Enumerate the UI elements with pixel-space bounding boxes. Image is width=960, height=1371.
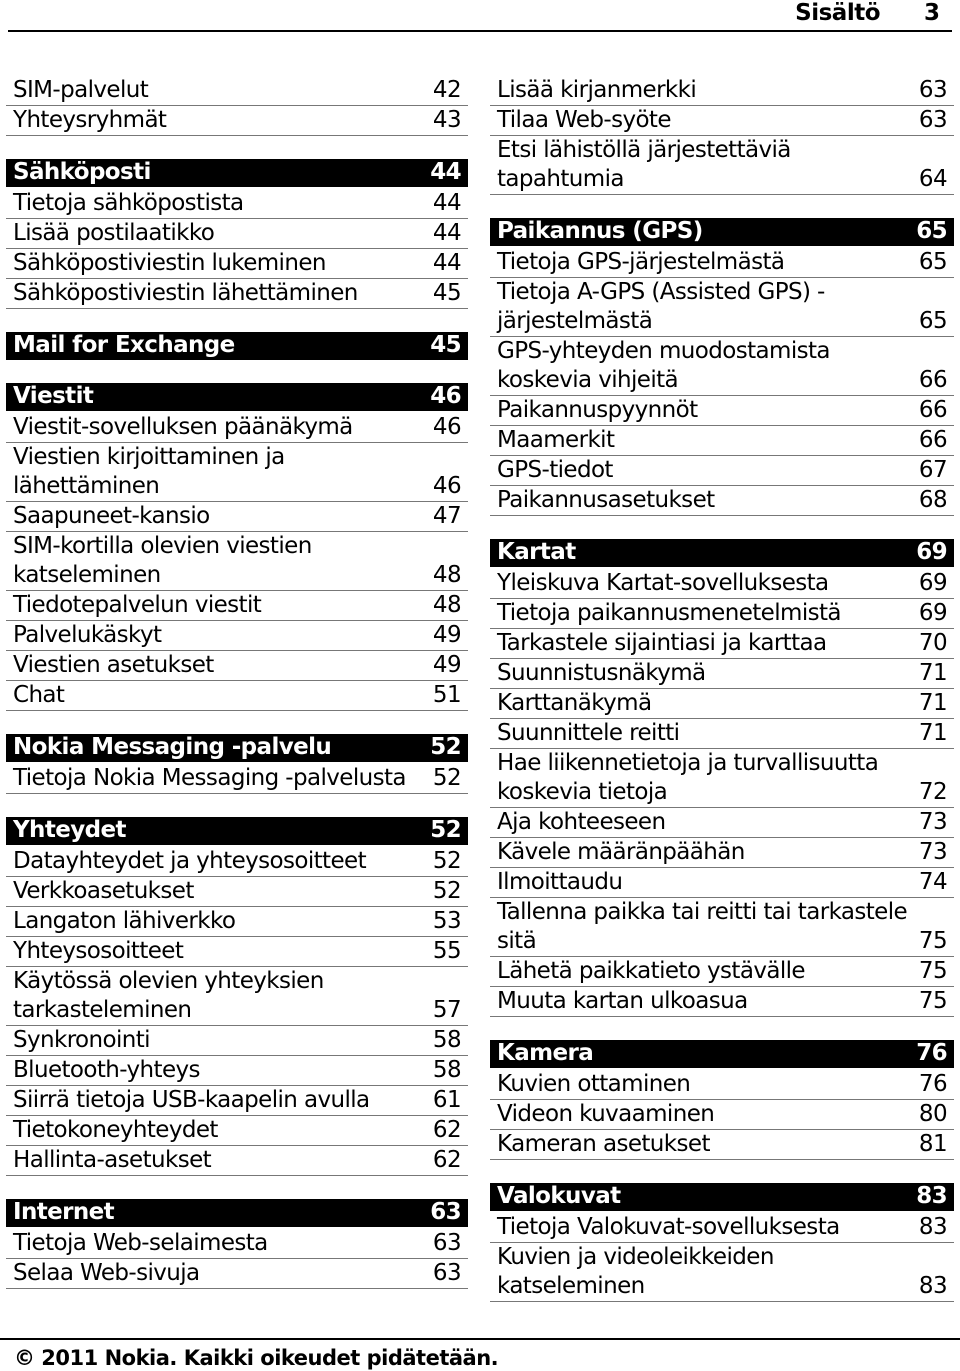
toc-entry[interactable] xyxy=(6,1229,468,1259)
toc-entry[interactable] xyxy=(6,907,468,937)
toc-entry[interactable] xyxy=(490,396,954,426)
toc-entry[interactable] xyxy=(490,136,954,195)
entry-page: 46 xyxy=(432,473,461,499)
entry-page: 48 xyxy=(432,592,461,618)
toc-entry[interactable] xyxy=(6,651,468,681)
entry-page: 74 xyxy=(918,869,947,895)
toc-entry[interactable] xyxy=(6,1086,468,1116)
entry-page: 49 xyxy=(432,652,461,678)
entry-page: 45 xyxy=(432,280,461,306)
section-heading-page: 63 xyxy=(430,1199,461,1225)
toc-entry[interactable] xyxy=(490,599,954,629)
toc-section xyxy=(490,539,954,1017)
entry-title: Hallinta-asetukset xyxy=(13,1147,212,1173)
page-header xyxy=(8,0,952,32)
entry-title: Viestien kirjoittaminen ja lähettäminen xyxy=(13,444,285,499)
entry-title: Tiedotepalvelun viestit xyxy=(13,592,262,618)
toc-entry[interactable] xyxy=(490,569,954,599)
toc-section-heading[interactable] xyxy=(6,383,468,411)
toc-entry[interactable] xyxy=(490,957,954,987)
entry-page: 58 xyxy=(432,1057,461,1083)
toc-section-heading[interactable] xyxy=(6,734,468,762)
toc-entry[interactable] xyxy=(6,106,468,136)
toc-section-heading[interactable] xyxy=(6,332,468,360)
section-heading-title: Sähköposti xyxy=(13,159,151,185)
entry-page: 65 xyxy=(918,249,947,275)
section-heading-title: Yhteydet xyxy=(13,817,126,843)
toc-section xyxy=(6,76,468,136)
entry-page: 68 xyxy=(918,487,947,513)
entry-title: Tietokoneyhteydet xyxy=(13,1117,218,1143)
entry-page: 71 xyxy=(918,660,947,686)
entry-page: 44 xyxy=(432,190,461,216)
entry-page: 52 xyxy=(432,848,461,874)
toc-entry[interactable] xyxy=(6,1116,468,1146)
entry-title: Langaton lähiverkko xyxy=(13,908,236,934)
toc-entry[interactable] xyxy=(490,808,954,838)
section-heading-title: Internet xyxy=(13,1199,115,1225)
entry-title: Aja kohteeseen xyxy=(497,809,666,835)
toc-entry[interactable] xyxy=(490,719,954,749)
toc-entry[interactable] xyxy=(490,749,954,808)
toc-entry[interactable] xyxy=(490,868,954,898)
page-number: 3 xyxy=(923,0,940,26)
toc-section xyxy=(490,218,954,516)
entry-page: 76 xyxy=(918,1071,947,1097)
toc-section xyxy=(490,1040,954,1160)
entry-title: Yleiskuva Kartat-sovelluksesta xyxy=(497,570,829,596)
toc-entry[interactable] xyxy=(490,1130,954,1160)
entry-page: 64 xyxy=(918,166,947,192)
entry-title: Tietoja paikannusmenetelmistä xyxy=(497,600,841,626)
toc-entry[interactable] xyxy=(6,219,468,249)
entry-title: Sähköpostiviestin lähettäminen xyxy=(13,280,358,306)
entry-title: Karttanäkymä xyxy=(497,690,652,716)
toc-entry[interactable] xyxy=(490,987,954,1017)
toc-section-heading[interactable] xyxy=(490,1040,954,1068)
toc-entry[interactable] xyxy=(6,413,468,443)
toc-section xyxy=(6,1199,468,1289)
entry-title: Videon kuvaaminen xyxy=(497,1101,715,1127)
entry-title: Tietoja Nokia Messaging -palvelusta xyxy=(13,765,406,791)
toc-entry[interactable] xyxy=(6,681,468,711)
toc-entry[interactable] xyxy=(6,847,468,877)
toc-section xyxy=(490,1183,954,1302)
toc-section-heading[interactable] xyxy=(490,539,954,567)
toc-entry[interactable] xyxy=(490,76,954,106)
toc-column-left xyxy=(6,76,468,1312)
entry-page: 63 xyxy=(432,1230,461,1256)
entry-page: 52 xyxy=(432,878,461,904)
toc-section-heading[interactable] xyxy=(490,1183,954,1211)
entry-page: 52 xyxy=(432,765,461,791)
entry-page: 80 xyxy=(918,1101,947,1127)
toc-entry[interactable] xyxy=(6,621,468,651)
toc-section xyxy=(6,332,468,360)
entry-title: Käytössä olevien yhteyksien tarkasteleminen xyxy=(13,968,324,1023)
entry-page: 65 xyxy=(918,308,947,334)
toc-entry[interactable] xyxy=(490,1100,954,1130)
entry-page: 67 xyxy=(918,457,947,483)
entry-title: Lisää postilaatikko xyxy=(13,220,215,246)
entry-page: 44 xyxy=(432,220,461,246)
entry-title: Kuvien ottaminen xyxy=(497,1071,691,1097)
entry-title: Tietoja Web-selaimesta xyxy=(13,1230,268,1256)
entry-title: Tietoja GPS-järjestelmästä xyxy=(497,249,785,275)
entry-page: 63 xyxy=(918,107,947,133)
entry-page: 48 xyxy=(432,562,461,588)
entry-page: 83 xyxy=(918,1214,947,1240)
toc-section xyxy=(6,817,468,1176)
entry-page: 70 xyxy=(918,630,947,656)
toc-entry[interactable] xyxy=(490,426,954,456)
section-heading-page: 44 xyxy=(430,159,461,185)
toc-entry[interactable] xyxy=(490,659,954,689)
entry-page: 73 xyxy=(918,809,947,835)
toc-entry[interactable] xyxy=(490,106,954,136)
toc-entry[interactable] xyxy=(490,898,954,957)
entry-title: Ilmoittaudu xyxy=(497,869,623,895)
entry-title: Viestit-sovelluksen päänäkymä xyxy=(13,414,353,440)
section-heading-title: Mail for Exchange xyxy=(13,332,235,358)
toc-entry[interactable] xyxy=(6,877,468,907)
entry-page: 63 xyxy=(432,1260,461,1286)
entry-title: Siirrä tietoja USB-kaapelin avulla xyxy=(13,1087,370,1113)
entry-title: Suunnistusnäkymä xyxy=(497,660,706,686)
entry-title: GPS-yhteyden muodostamista koskevia vihjeitä xyxy=(497,338,830,393)
entry-page: 75 xyxy=(918,988,947,1014)
entry-title: Tietoja A-GPS (Assisted GPS) -järjestelmästä xyxy=(497,279,825,334)
toc-column-right xyxy=(490,76,954,1325)
entry-title: Paikannuspyynnöt xyxy=(497,397,698,423)
entry-title: Sähköpostiviestin lukeminen xyxy=(13,250,326,276)
toc-entry[interactable] xyxy=(490,456,954,486)
entry-page: 72 xyxy=(918,779,947,805)
entry-page: 66 xyxy=(918,427,947,453)
entry-page: 62 xyxy=(432,1117,461,1143)
section-heading-page: 83 xyxy=(916,1183,947,1209)
entry-page: 61 xyxy=(432,1087,461,1113)
entry-title: Etsi lähistöllä järjestettäviä tapahtumia xyxy=(497,137,791,192)
entry-title: Lisää kirjanmerkki xyxy=(497,77,697,103)
entry-title: SIM-kortilla olevien viestien katseleminen xyxy=(13,533,312,588)
entry-title: Tarkastele sijaintiasi ja karttaa xyxy=(497,630,827,656)
toc-section xyxy=(490,76,954,195)
toc-section xyxy=(6,734,468,794)
entry-page: 44 xyxy=(432,250,461,276)
entry-page: 71 xyxy=(918,720,947,746)
entry-title: Tietoja sähköpostista xyxy=(13,190,244,216)
toc-section-heading[interactable] xyxy=(6,817,468,845)
entry-page: 83 xyxy=(918,1273,947,1299)
section-heading-title: Kartat xyxy=(497,539,576,565)
entry-page: 47 xyxy=(432,503,461,529)
toc-entry[interactable] xyxy=(490,838,954,868)
entry-title: Selaa Web-sivuja xyxy=(13,1260,200,1286)
toc-entry[interactable] xyxy=(490,1243,954,1302)
section-title: Sisältö xyxy=(795,0,880,26)
entry-page: 51 xyxy=(432,682,461,708)
toc-entry[interactable] xyxy=(490,337,954,396)
section-heading-title: Kamera xyxy=(497,1040,594,1066)
entry-title: Kävele määränpäähän xyxy=(497,839,745,865)
entry-page: 73 xyxy=(918,839,947,865)
section-heading-title: Paikannus (GPS) xyxy=(497,218,703,244)
entry-title: Tilaa Web-syöte xyxy=(497,107,671,133)
entry-page: 66 xyxy=(918,367,947,393)
entry-title: Tietoja Valokuvat-sovelluksesta xyxy=(497,1214,840,1240)
entry-title: GPS-tiedot xyxy=(497,457,613,483)
toc-entry[interactable] xyxy=(6,249,468,279)
entry-title: Datayhteydet ja yhteysosoitteet xyxy=(13,848,366,874)
section-heading-page: 52 xyxy=(430,734,461,760)
entry-title: Paikannusasetukset xyxy=(497,487,715,513)
toc-entry[interactable] xyxy=(6,502,468,532)
entry-title: Chat xyxy=(13,682,65,708)
entry-title: Kameran asetukset xyxy=(497,1131,710,1157)
section-heading-page: 65 xyxy=(916,218,947,244)
entry-title: Muuta kartan ulkoasua xyxy=(497,988,748,1014)
entry-page: 55 xyxy=(432,938,461,964)
section-heading-page: 46 xyxy=(430,383,461,409)
entry-page: 69 xyxy=(918,570,947,596)
toc-entry[interactable] xyxy=(6,1056,468,1086)
toc-entry[interactable] xyxy=(6,591,468,621)
entry-title: Maamerkit xyxy=(497,427,615,453)
section-heading-page: 69 xyxy=(916,539,947,565)
toc-entry[interactable] xyxy=(6,1146,468,1176)
entry-page: 43 xyxy=(432,107,461,133)
entry-title: Tallenna paikka tai reitti tai tarkastele sitä xyxy=(497,899,908,954)
entry-title: Hae liikennetietoja ja turvallisuutta koskevia tietoja xyxy=(497,750,879,805)
toc-section-heading[interactable] xyxy=(6,1199,468,1227)
toc-entry[interactable] xyxy=(6,532,468,591)
section-heading-page: 45 xyxy=(430,332,461,358)
entry-title: Bluetooth-yhteys xyxy=(13,1057,200,1083)
toc-entry[interactable] xyxy=(6,443,468,502)
toc-entry[interactable] xyxy=(6,279,468,309)
toc-entry[interactable] xyxy=(490,486,954,516)
entry-page: 69 xyxy=(918,600,947,626)
page-footer xyxy=(0,1338,960,1370)
entry-page: 75 xyxy=(918,958,947,984)
toc-entry[interactable] xyxy=(490,629,954,659)
entry-page: 42 xyxy=(432,77,461,103)
section-heading-page: 52 xyxy=(430,817,461,843)
toc-entry[interactable] xyxy=(6,1259,468,1289)
toc-section-heading[interactable] xyxy=(6,159,468,187)
entry-page: 46 xyxy=(432,414,461,440)
entry-title: Suunnittele reitti xyxy=(497,720,680,746)
entry-title: Saapuneet-kansio xyxy=(13,503,210,529)
toc-entry[interactable] xyxy=(6,967,468,1026)
entry-page: 57 xyxy=(432,997,461,1023)
entry-page: 62 xyxy=(432,1147,461,1173)
entry-title: Synkronointi xyxy=(13,1027,150,1053)
copyright-text: © 2011 Nokia. Kaikki oikeudet pidätetään. xyxy=(14,1346,499,1370)
toc-entry[interactable] xyxy=(490,248,954,278)
entry-page: 58 xyxy=(432,1027,461,1053)
toc-entry[interactable] xyxy=(6,76,468,106)
entry-page: 63 xyxy=(918,77,947,103)
entry-page: 53 xyxy=(432,908,461,934)
entry-title: Lähetä paikkatieto ystävälle xyxy=(497,958,805,984)
toc-entry[interactable] xyxy=(6,937,468,967)
entry-title: Yhteysryhmät xyxy=(13,107,167,133)
entry-page: 49 xyxy=(432,622,461,648)
entry-title: Palvelukäskyt xyxy=(13,622,162,648)
section-heading-title: Nokia Messaging -palvelu xyxy=(13,734,332,760)
section-heading-title: Viestit xyxy=(13,383,94,409)
toc-entry[interactable] xyxy=(490,278,954,337)
toc-section xyxy=(6,159,468,309)
section-heading-page: 76 xyxy=(916,1040,947,1066)
entry-title: Viestien asetukset xyxy=(13,652,214,678)
entry-title: Kuvien ja videoleikkeiden katseleminen xyxy=(497,1244,774,1299)
toc-entry[interactable] xyxy=(490,689,954,719)
toc-entry[interactable] xyxy=(490,1213,954,1243)
toc-entry[interactable] xyxy=(6,764,468,794)
toc-section-heading[interactable] xyxy=(490,218,954,246)
entry-title: Yhteysosoitteet xyxy=(13,938,184,964)
toc-section xyxy=(6,383,468,711)
toc-entry[interactable] xyxy=(6,189,468,219)
toc-entry[interactable] xyxy=(6,1026,468,1056)
entry-title: Verkkoasetukset xyxy=(13,878,194,904)
entry-page: 66 xyxy=(918,397,947,423)
section-heading-title: Valokuvat xyxy=(497,1183,621,1209)
entry-page: 81 xyxy=(918,1131,947,1157)
entry-title: SIM-palvelut xyxy=(13,77,149,103)
toc-entry[interactable] xyxy=(490,1070,954,1100)
entry-page: 71 xyxy=(918,690,947,716)
entry-page: 75 xyxy=(918,928,947,954)
